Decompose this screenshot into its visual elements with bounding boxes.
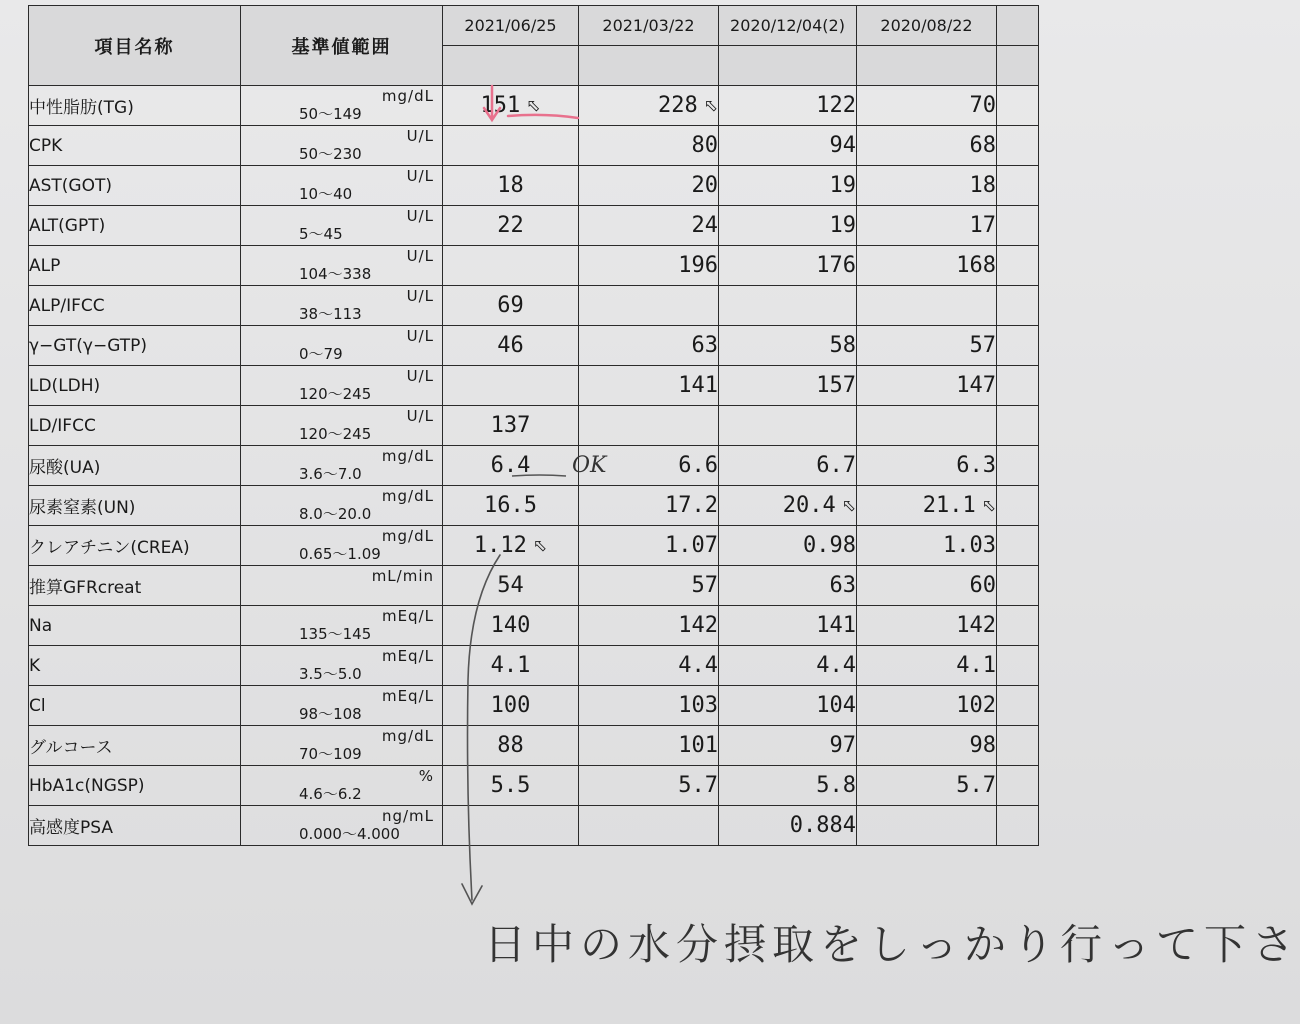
result-value: 16.5 [484, 493, 537, 518]
result-value: 137 [490, 413, 531, 438]
result-value: 6.3 [956, 453, 996, 478]
unit-label: mg/dL [381, 447, 434, 465]
result-value: 60 [969, 573, 996, 598]
result-value: 57 [969, 333, 996, 358]
result-value: 103 [678, 693, 718, 718]
header-reference-range: 基準値範囲 [241, 6, 443, 86]
pink-underline [508, 115, 578, 118]
result-value: 4.4 [678, 653, 718, 678]
unit-label: mEq/L [381, 647, 434, 665]
result-value: 142 [956, 613, 996, 638]
result-value: 58 [829, 333, 856, 358]
result-value: 22 [497, 213, 524, 238]
result-value: 63 [691, 333, 718, 358]
test-name: 尿酸(UA) [29, 446, 241, 486]
result-value: 63 [829, 573, 856, 598]
result-value: 5.7 [956, 773, 996, 798]
unit-label: U/L [406, 327, 434, 345]
result-value: 4.1 [490, 653, 531, 678]
result-value: 141 [816, 613, 856, 638]
test-name: ALP [29, 246, 241, 286]
reference-range: 120〜245 [299, 425, 372, 443]
reference-range: 8.0〜20.0 [299, 505, 372, 523]
result-value: 102 [956, 693, 996, 718]
result-value: 24 [691, 213, 718, 238]
result-value: 46 [497, 333, 524, 358]
unit-label: U/L [406, 367, 434, 385]
result-value: 5.8 [816, 773, 856, 798]
reference-range: 0〜79 [299, 345, 343, 363]
result-value: 0.884 [789, 813, 856, 838]
reference-range: 120〜245 [299, 385, 372, 403]
result-value: 17 [969, 213, 996, 238]
ok-handwritten-mark: OK [572, 453, 607, 478]
reference-range: 0.65〜1.09 [299, 545, 381, 563]
reference-range: 70〜109 [299, 745, 362, 763]
test-name: ALT(GPT) [29, 206, 241, 246]
header-date-3: 2020/12/04(2) [719, 6, 857, 46]
result-value: 0.98 [803, 533, 856, 558]
test-name: グルコース [29, 726, 241, 766]
result-value: 196 [678, 253, 718, 278]
unit-label: ng/mL [381, 807, 434, 825]
result-value: 228 [658, 93, 698, 118]
reference-range: 135〜145 [299, 625, 372, 643]
result-value: 20.4 [782, 493, 836, 518]
unit-label: U/L [406, 407, 434, 425]
result-value: 142 [678, 613, 718, 638]
unit-label: mL/min [371, 567, 434, 585]
result-value: 20 [691, 173, 718, 198]
result-value: 80 [691, 133, 718, 158]
result-value: 70 [969, 93, 996, 118]
result-value: 94 [829, 133, 856, 158]
header-date-4: 2020/08/22 [857, 6, 997, 46]
unit-label: U/L [406, 247, 434, 265]
result-value: 141 [678, 373, 718, 398]
reference-range: 50〜230 [299, 145, 362, 163]
reference-range: 3.6〜7.0 [299, 465, 362, 483]
header-date-1: 2021/06/25 [443, 6, 579, 46]
unit-label: mg/dL [381, 87, 434, 105]
result-value: 5.5 [490, 773, 531, 798]
test-name: LD(LDH) [29, 366, 241, 406]
result-value: 1.07 [665, 533, 718, 558]
result-value: 151 [480, 93, 521, 118]
result-value: 18 [969, 173, 996, 198]
reference-range: 10〜40 [299, 185, 353, 203]
result-value: 4.1 [956, 653, 996, 678]
unit-label: U/L [406, 127, 434, 145]
high-flag-icon: ⬁ [841, 496, 856, 516]
result-value: 21.1 [922, 493, 976, 518]
test-name: AST(GOT) [29, 166, 241, 206]
unit-label: mg/dL [381, 727, 434, 745]
result-value: 104 [816, 693, 856, 718]
reference-range: 98〜108 [299, 705, 362, 723]
test-name: 高感度PSA [29, 806, 241, 846]
result-value: 6.7 [816, 453, 856, 478]
unit-label: U/L [406, 207, 434, 225]
test-name: CPK [29, 126, 241, 166]
test-name: 尿素窒素(UN) [29, 486, 241, 526]
unit-label: U/L [406, 287, 434, 305]
result-value: 69 [497, 293, 524, 318]
result-value: 176 [816, 253, 856, 278]
test-name: クレアチニン(CREA) [29, 526, 241, 566]
result-value: 100 [490, 693, 531, 718]
result-value: 88 [497, 733, 524, 758]
reference-range: 50〜149 [299, 105, 362, 123]
reference-range: 104〜338 [299, 265, 372, 283]
test-name: 推算GFRcreat [29, 566, 241, 606]
header-date-2: 2021/03/22 [579, 6, 719, 46]
test-name: HbA1c(NGSP) [29, 766, 241, 806]
result-value: 6.4 [490, 453, 531, 478]
pencil-curved-arrow-icon [462, 555, 500, 904]
test-name: Cl [29, 686, 241, 726]
result-value: 57 [691, 573, 718, 598]
high-flag-icon: ⬁ [526, 96, 541, 116]
test-name: γ−GT(γ−GTP) [29, 326, 241, 366]
result-value: 101 [678, 733, 718, 758]
result-value: 147 [956, 373, 996, 398]
result-value: 122 [816, 93, 856, 118]
header-item-name: 項目名称 [29, 6, 241, 86]
result-value: 157 [816, 373, 856, 398]
reference-range: 4.6〜6.2 [299, 785, 362, 803]
result-value: 1.12 [473, 533, 527, 558]
result-value: 5.7 [678, 773, 718, 798]
reference-range: 5〜45 [299, 225, 343, 243]
result-value: 97 [829, 733, 856, 758]
reference-range: 0.000〜4.000 [299, 825, 400, 843]
result-value: 140 [490, 613, 531, 638]
unit-label: mEq/L [381, 607, 434, 625]
handwritten-note: 日中の水分摂取をしっかり行って下さ [484, 920, 1300, 969]
result-value: 68 [969, 133, 996, 158]
result-value: 18 [497, 173, 524, 198]
result-value: 19 [829, 173, 856, 198]
reference-range: 38〜113 [299, 305, 362, 323]
result-value: 6.6 [678, 453, 718, 478]
unit-label: mEq/L [381, 687, 434, 705]
high-flag-icon: ⬁ [981, 496, 996, 516]
pink-down-arrow-icon [484, 86, 500, 120]
result-value: 4.4 [816, 653, 856, 678]
result-value: 98 [969, 733, 996, 758]
high-flag-icon: ⬁ [532, 536, 548, 556]
unit-label: % [418, 767, 434, 785]
result-value: 54 [497, 573, 524, 598]
unit-label: U/L [406, 167, 434, 185]
test-name: 中性脂肪(TG) [29, 86, 241, 126]
test-name: K [29, 646, 241, 686]
result-value: 19 [829, 213, 856, 238]
result-value: 1.03 [943, 533, 996, 558]
reference-range: 3.5〜5.0 [299, 665, 362, 683]
high-flag-icon: ⬁ [703, 96, 718, 116]
result-value: 168 [956, 253, 996, 278]
test-name: Na [29, 606, 241, 646]
test-name: ALP/IFCC [29, 286, 241, 326]
test-name: LD/IFCC [29, 406, 241, 446]
unit-label: mg/dL [381, 487, 434, 505]
pencil-underline-ua [512, 475, 566, 476]
result-value: 17.2 [665, 493, 718, 518]
unit-label: mg/dL [381, 527, 434, 545]
